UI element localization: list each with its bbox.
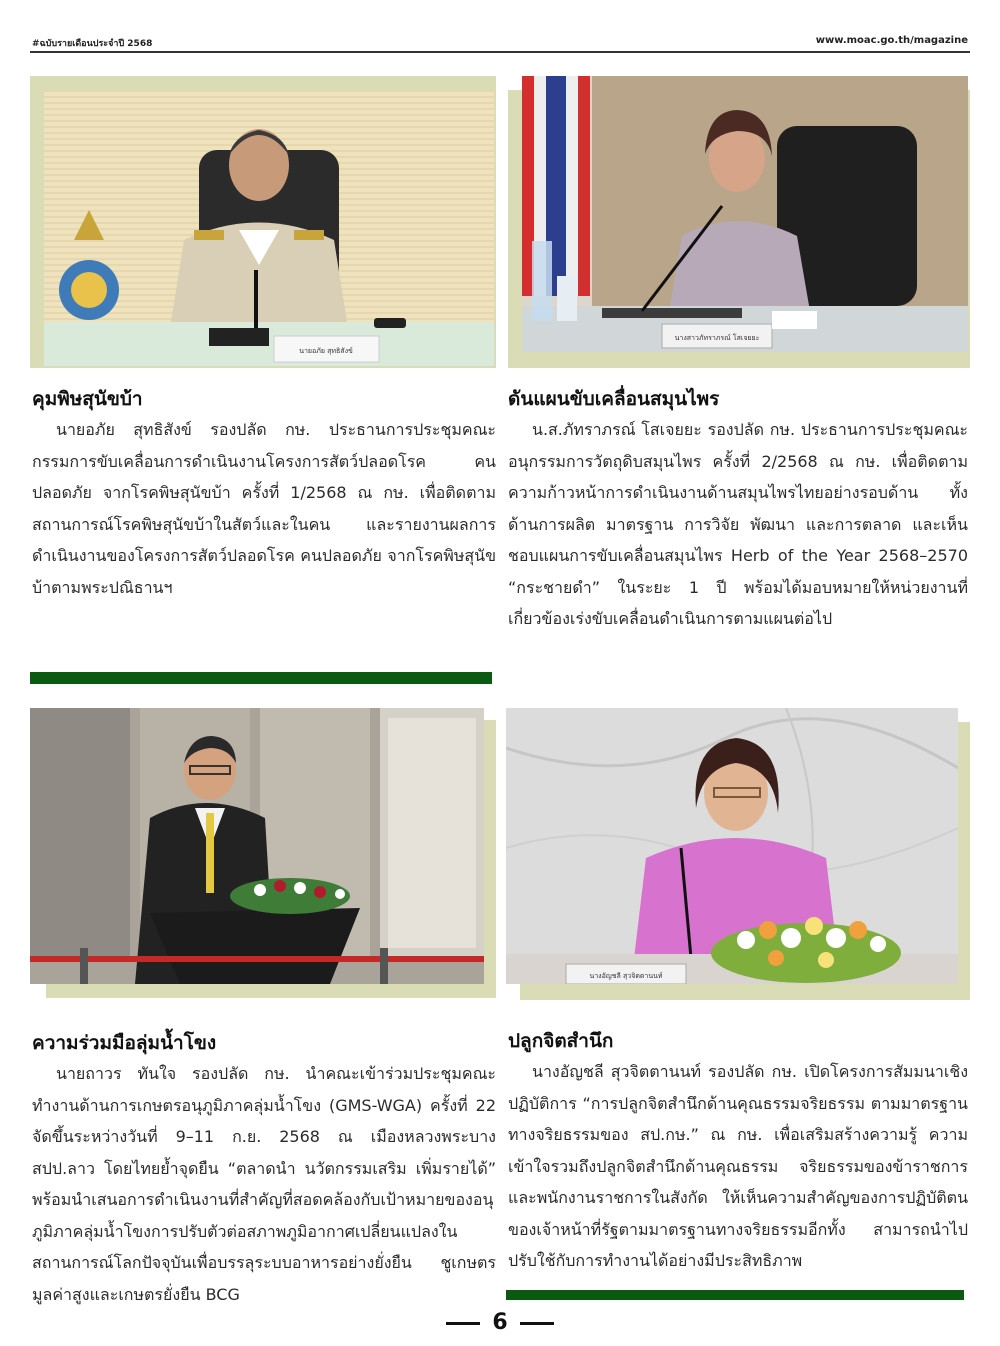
photo-3 [30, 708, 496, 998]
photo-4 [506, 708, 970, 1000]
article-4-title: ปลูกจิตสำนึก [508, 1030, 614, 1052]
article-3-body [32, 1058, 496, 1310]
photo-1-nameplate: นายอภัย สุทธิสังข์ [299, 347, 353, 355]
header-rule [30, 51, 970, 53]
photo-2-nameplate: นางสาวภัทราภรณ์ โสเจยยะ [674, 334, 760, 342]
article-3-title: ความร่วมมือลุ่มน้ำโขง [32, 1032, 217, 1054]
photo-1 [30, 76, 496, 368]
article-2-body [508, 414, 968, 635]
header-issue-label: #ฉบับรายเดือนประจำปี 2568 [32, 39, 153, 49]
section-divider-left [30, 672, 492, 684]
section-divider-right [506, 1290, 964, 1300]
header-website: www.moac.go.th/magazine [815, 35, 968, 46]
page-number-dash-left [446, 1322, 480, 1325]
article-1-body [32, 414, 496, 603]
page-number-value: 6 [492, 1310, 508, 1335]
article-2-title: ดันแผนขับเคลื่อนสมุนไพร [508, 388, 720, 410]
photo-2 [508, 76, 970, 368]
article-4-body [508, 1056, 968, 1277]
article-1-title: คุมพิษสุนัขบ้า [32, 388, 143, 410]
photo-4-nameplate: นางอัญชลี สุวจิตตานนท์ [589, 972, 663, 980]
article-3-body-text: นายถาวร ทันใจ รองปลัด กษ. นำคณะเข้าร่วมประชุมคณะทำงานด้านการเกษตรอนุภูมิภาคลุ่มน้ำโขง (GMS-WGA) ครั้งที่ 22 จัดขึ้นระหว่างวันที่ 9–11 ก.ย. 2568 ณ เมืองหลวงพระบาง สปป.ลาว โดยไทยย้ำจุดยืน “ตลาดนำ นวัตกรรมเสริม เพิ่มรายได้” พร้อมนำเสนอการดำเนินงานที่สำคัญที่สอดคล้องกับเป้าหมายของอนุภูมิภาคลุ่มน้ำโขงการปรับตัวต่อสภาพภูมิอากาศเปลี่ยนแปลงในสถานการณ์โลกปัจจุบันเพื่อบรรลุระบบอาหารอย่างยั่งยืน ชูเกษตรมูลค่าสูงและเกษตรยั่งยืน BCG [32, 1064, 496, 1304]
article-1-body-text: นายอภัย สุทธิสังข์ รองปลัด กษ. ประธานการประชุมคณะกรรมการขับเคลื่อนการดำเนินงานโครงการสัตว์ปลอดโรค คนปลอดภัย จากโรคพิษสุนัขบ้า ครั้งที่ 1/2568 ณ กษ. เพื่อติดตามสถานการณ์โรคพิษสุนัขบ้าในสัตว์และในคน และรายงานผลการดำเนินงานของโครงการสัตว์ปลอดโรค คนปลอดภัย จากโรคพิษสุนัขบ้าตามพระปณิธานฯ [32, 420, 496, 597]
page-number-dash-right [520, 1322, 554, 1325]
article-2-body-text: น.ส.ภัทราภรณ์ โสเจยยะ รองปลัด กษ. ประธานการประชุมคณะอนุกรรมการวัตถุดิบสมุนไพร ครั้งที่ 2/2568 ณ กษ. เพื่อติดตามความก้าวหน้าการดำเนินงานด้านสมุนไพรไทยอย่างรอบด้าน ทั้งด้านการผลิต มาตรฐาน การวิจัย พัฒนา และการตลาด และเห็นชอบแผนการขับเคลื่อนสมุนไพร Herb of the Year 2568–2570 “กระชายดำ” ในระยะ 1 ปี พร้อมได้มอบหมายให้หน่วยงานที่เกี่ยวข้องเร่งขับเคลื่อนดำเนินการตามแผนต่อไป [508, 420, 968, 628]
page-number [0, 1310, 1000, 1335]
article-4-body-text: นางอัญชลี สุวจิตตานนท์ รองปลัด กษ. เปิดโครงการสัมมนาเชิงปฏิบัติการ “การปลูกจิตสำนึกด้านคุณธรรมจริยธรรม ตามมาตรฐานทางจริยธรรมของ สป.กษ.” ณ กษ. เพื่อเสริมสร้างความรู้ ความเข้าใจรวมถึงปลูกจิตสำนึกด้านคุณธรรม จริยธรรมของข้าราชการและพนักงานราชการในสังกัด ให้เห็นความสำคัญของการปฏิบัติตนของเจ้าหน้าที่รัฐตามมาตรฐานทางจริยธรรมอีกทั้ง สามารถนำไปปรับใช้กับการทำงานได้อย่างมีประสิทธิภาพ [508, 1062, 968, 1270]
